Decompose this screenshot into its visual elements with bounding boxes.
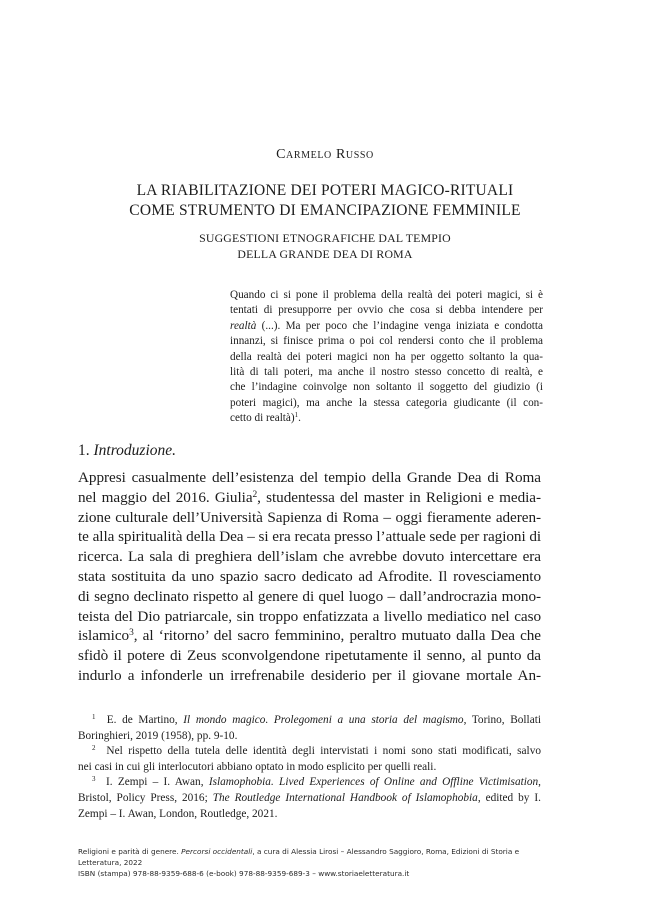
epigraph-italic-word: realtà: [230, 319, 257, 332]
footnote-1: [78, 713, 541, 729]
footer-isbn: ISBN (stampa) 978-88-9359-688-6 (e-book) 978-88-9359-689-3 – www.storiaeletteratura.it: [78, 869, 410, 878]
body-line: zione culturale dell’Università Sapienza di Roma – oggi fieramente aderen-: [78, 508, 541, 526]
author-name: Carmelo Russo: [276, 147, 374, 162]
body-line: stata sostituita da uno spazio sacro dedicato ad Afrodite. Il rovesciamento: [78, 567, 541, 585]
body-text-span: , al ‘ritorno’ del sacro femminino, peraltro mutuato dalla Dea che: [133, 627, 541, 645]
epigraph-line: tentati di presupporre per ovvio che cosa si debba intendere per: [230, 304, 543, 317]
footer-text: , a cura di Alessia Lirosi – Alessandro Saggioro, Roma, Edizioni di Storia e: [252, 847, 520, 856]
footnote-2: [78, 744, 541, 760]
body-line: te alla spiritualità della Dea – si era recata presso l’attuale sede per ragioni di: [78, 528, 542, 546]
footnote-text: Nel rispetto della tutela delle identità degli intervistati i nomi sono stati modificati, salvo: [106, 745, 541, 758]
chapter-subtitle-line-2: DELLA GRANDE DEA DI ROMA: [237, 247, 413, 261]
footnote-text: Bristol, Policy Press, 2016;: [78, 791, 213, 804]
footnotes: [78, 713, 541, 822]
footnote-ref-3[interactable]: 3: [129, 628, 134, 639]
footnote-text: E. de Martino,: [106, 714, 184, 726]
epigraph-quote: [230, 288, 543, 427]
footnote-italic-title: The Routledge International Handbook of Islamophobia: [212, 791, 478, 804]
body-line: teista del Dio patriarcale, sin troppo enfatizzata a livello mediatico nel caso: [78, 607, 541, 625]
footnote-3-cont: Zempi – I. Awan, London, Routledge, 2021.: [78, 807, 278, 820]
footnote-3: [78, 775, 541, 791]
epigraph-line: [230, 411, 543, 426]
footnote-1-cont: Boringhieri, 2019 (1958), pp. 9-10.: [78, 729, 238, 742]
epigraph-text: (...). Ma per poco che l’indagine venga iniziata e condotta: [256, 319, 543, 332]
chapter-subtitle-line-1: SUGGESTIONI ETNOGRAFICHE DAL TEMPIO: [199, 231, 451, 245]
body-text-span: , studentessa del master in Religioni e media-: [257, 488, 541, 506]
epigraph-text: .: [298, 412, 301, 425]
footnote-marker: 2: [92, 744, 96, 753]
footnote-ref-2[interactable]: 2: [252, 489, 258, 500]
body-text-span: islamico: [78, 627, 130, 645]
body-line: ricerca. La sala di preghiera dell’islam che avrebbe dovuto intercettare era: [78, 548, 541, 566]
footer-line: [78, 846, 558, 857]
footer-italic-subtitle: Percorsi occidentali: [181, 847, 253, 856]
footnote-italic-title: Islamophobia. Lived Experiences of Online and Offline Victimisation: [208, 776, 539, 789]
epigraph-text: cetto di realtà): [230, 412, 295, 425]
section-title: Introduzione.: [93, 442, 177, 459]
epigraph-line: lità di tali poteri, ma anche il nostro stesso concetto di realtà, e: [230, 366, 543, 379]
section-heading: [78, 442, 176, 460]
footnote-ref-1[interactable]: 1: [294, 411, 299, 420]
footnote-marker: 3: [92, 775, 96, 784]
footnote-text: , edited by I.: [477, 791, 541, 804]
chapter-title-line-2: COME STRUMENTO DI EMANCIPAZIONE FEMMINILE: [129, 202, 521, 219]
epigraph-line: della realtà dei poteri magici non ha per oggetto soltanto la qua-: [230, 350, 543, 363]
footnote-marker: 1: [92, 713, 96, 722]
body-line: [78, 626, 541, 646]
footer-text: Religioni e parità di genere.: [78, 847, 182, 856]
section-number: 1.: [78, 442, 90, 459]
footnote-text: I. Zempi – I. Awan,: [106, 776, 209, 789]
footnote-text: , Torino, Bollati: [463, 714, 541, 726]
epigraph-line: innanzi, si finisce prima o poi col rendersi conto che il problema: [230, 335, 543, 348]
footnote-text: ,: [538, 776, 541, 789]
body-line: sfidò il potere di Zeus sconvolgendone ripetutamente il senno, al punto da: [78, 647, 541, 665]
body-line: [78, 488, 541, 508]
epigraph-line: che l’indagine coinvolge non soltanto il soggetto del giudizio (i: [230, 381, 543, 394]
body-line: indurlo a infonderle un irrefrenabile desiderio per il giovane mortale An-: [78, 666, 541, 684]
body-line: Appresi casualmente dell’esistenza del tempio della Grande Dea di Roma: [78, 469, 541, 486]
epigraph-line: poteri magici), ma anche la stessa categoria giudicante (il con-: [230, 396, 543, 409]
body-line: di segno declinato rispetto al genere di quel luogo – dall’androcrazia mono-: [78, 587, 541, 605]
chapter-title-line-1: LA RIABILITAZIONE DEI POTERI MAGICO-RITUALI: [136, 182, 514, 199]
body-text: [78, 468, 541, 686]
footer-line: Letteratura, 2022: [78, 858, 143, 867]
chapter-title: [0, 181, 650, 221]
chapter-subtitle: [0, 230, 650, 262]
epigraph-line: Quando ci si pone il problema della realtà dei poteri magici, si è: [230, 289, 543, 301]
footnote-2-cont: nei casi in cui gli interlocutori abbiano optato in modo esplicito per quelli reali.: [78, 760, 437, 773]
epigraph-line: [230, 319, 543, 334]
footnote-3-cont: [78, 791, 541, 807]
page-footer: [78, 846, 558, 879]
body-text-span: nel maggio del 2016. Giulia: [78, 488, 253, 506]
footnote-italic-title: Il mondo magico. Prolegomeni a una storia del magismo: [183, 714, 464, 726]
